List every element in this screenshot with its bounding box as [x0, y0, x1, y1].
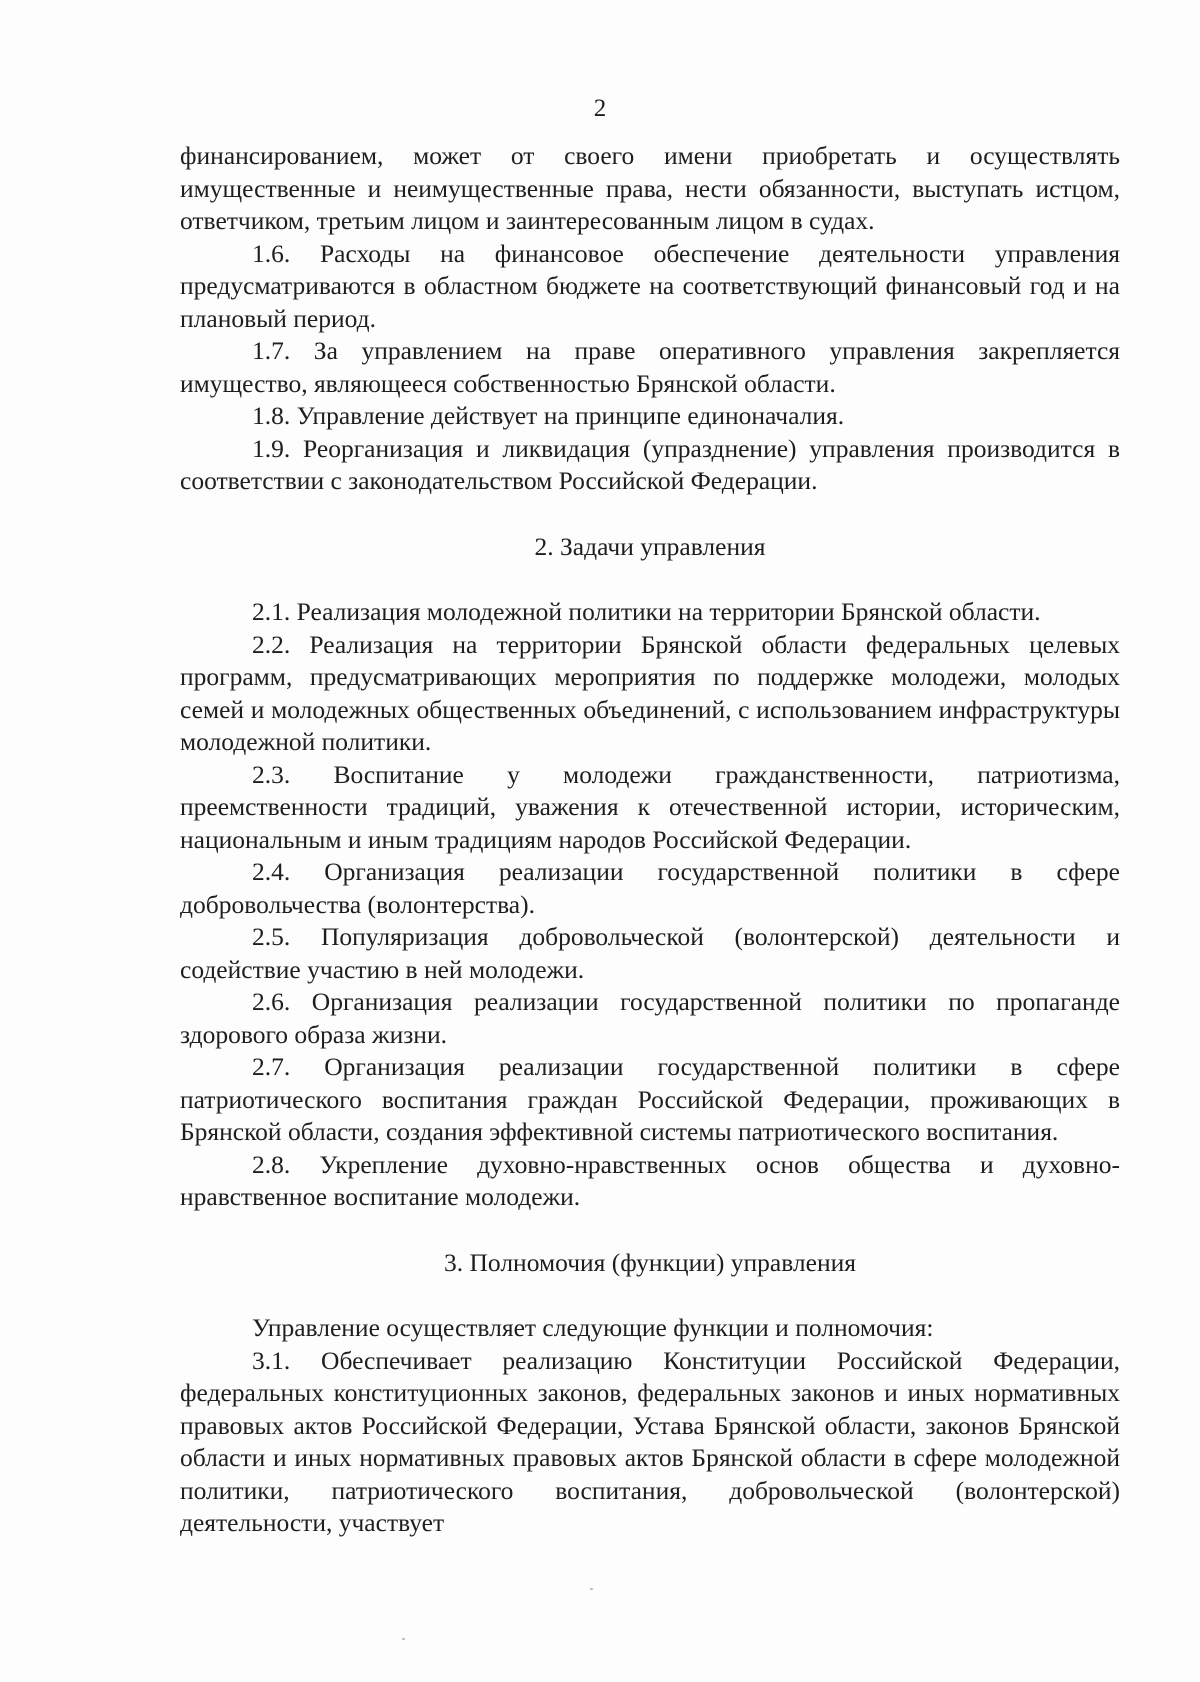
paragraph-1-7: 1.7. За управлением на праве оперативного управления закрепляется имущество, являющееся собственностью Брянской области. [180, 336, 1120, 398]
paragraph-2-4: 2.4. Организация реализации государственной политики в сфере добровольчества (волонтерства). [180, 857, 1120, 919]
paragraph-2-5: 2.5. Популяризация добровольческой (волонтерской) деятельности и содействие участию в ней молодежи. [180, 922, 1120, 984]
paragraph-2-1: 2.1. Реализация молодежной политики на территории Брянской области. [252, 597, 1041, 626]
section-3-heading: 3. Полномочия (функции) управления [444, 1247, 856, 1277]
page-number: 2 [593, 95, 607, 122]
scan-speck [590, 1588, 593, 1590]
document-body [180, 140, 1120, 1540]
paragraph-2-7: 2.7. Организация реализации государственной политики в сфере патриотического воспитания граждан Российской Федерации, проживающих в Брянской области, создания эффективной системы патриотического воспитания. [180, 1052, 1120, 1146]
paragraph-3-1: 3.1. Обеспечивает реализацию Конституции Российской Федерации, федеральных конституционных законов, федеральных законов и иных нормативных правовых актов Российской Федерации, Устава Брянской области, законов Брянской области и иных нормативных правовых актов Брянской области в сфере молодежной политики, патриотического воспитания, добровольческой (волонтерской) деятельности, участвует [180, 1345, 1120, 1537]
paragraph-3-intro: Управление осуществляет следующие функции и полномочия: [252, 1313, 934, 1342]
section-2-heading: 2. Задачи управления [534, 531, 766, 561]
paragraph-2-6: 2.6. Организация реализации государственной политики по пропаганде здорового образа жизни. [180, 987, 1120, 1049]
paragraph-2-3: 2.3. Воспитание у молодежи гражданственности, патриотизма, преемственности традиций, уважения к отечественной истории, историческим, национальным и иным традициям народов Российской Федерации. [180, 759, 1120, 854]
paragraph-2-2: 2.2. Реализация на территории Брянской области федеральных целевых программ, предусматривающих мероприятия по поддержке молодежи, молодых семей и молодежных общественных объединений, с использованием инфраструктуры молодежной политики. [180, 629, 1120, 756]
paragraph-continuation: финансированием, может от своего имени приобретать и осуществлять имущественные и неимущественные права, нести обязанности, выступать истцом, ответчиком, третьим лицом и заинтересованным лицом в судах. [180, 141, 1120, 235]
scan-speck [402, 1638, 405, 1640]
paragraph-1-8: 1.8. Управление действует на принципе единоначалия. [252, 401, 845, 430]
paragraph-1-6: 1.6. Расходы на финансовое обеспечение деятельности управления предусматриваются в областном бюджете на соответствующий финансовый год и на плановый период. [180, 238, 1120, 333]
paragraph-1-9: 1.9. Реорганизация и ликвидация (упразднение) управления производится в соответствии с законодательством Российской Федерации. [180, 433, 1120, 495]
paragraph-2-8: 2.8. Укрепление духовно-нравственных основ общества и духовно-нравственное воспитание молодежи. [180, 1149, 1120, 1211]
